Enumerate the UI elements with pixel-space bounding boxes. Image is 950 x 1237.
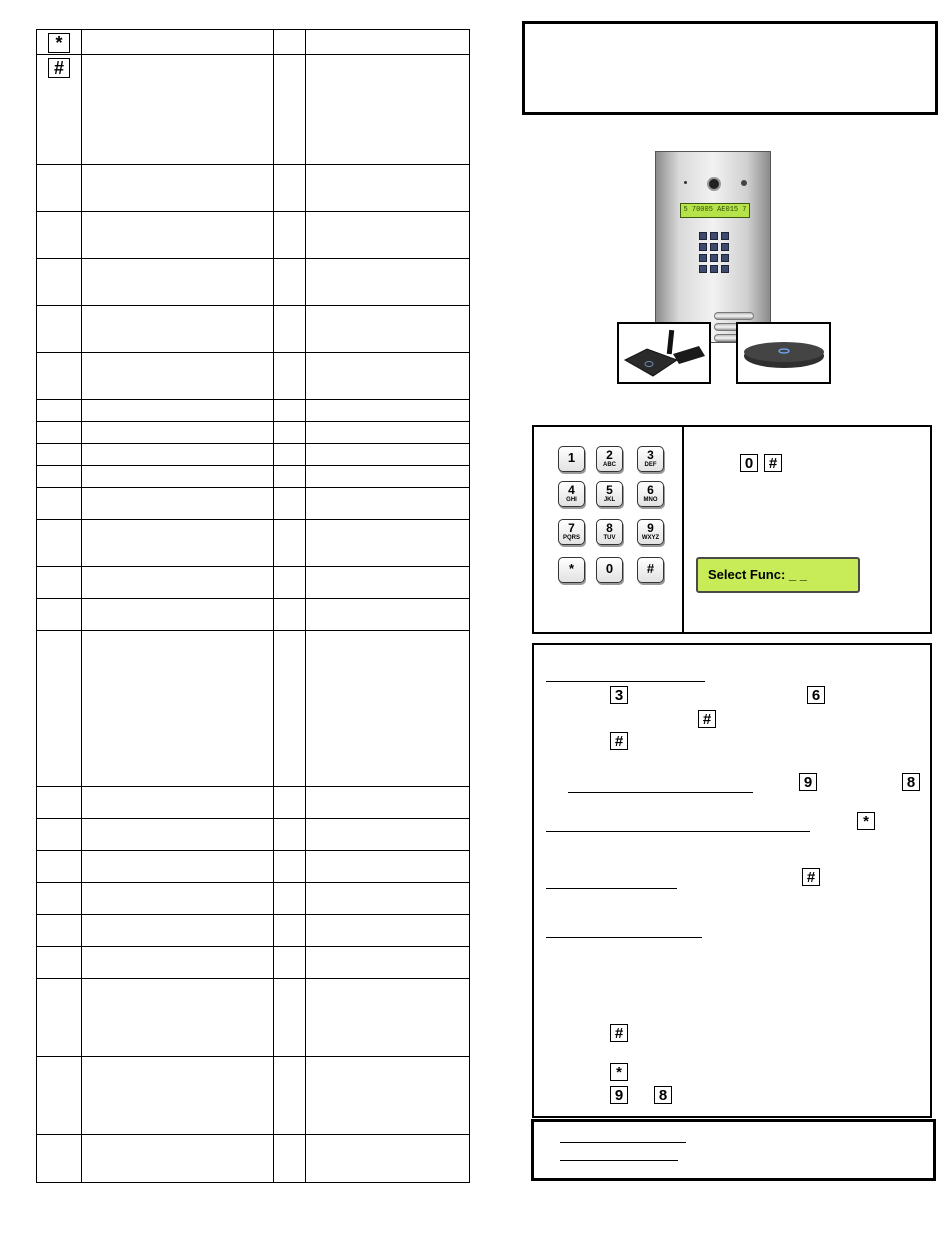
keypad-key — [637, 519, 664, 545]
device-key — [721, 232, 729, 240]
key-8-box: 8 — [654, 1086, 672, 1104]
keypad-key — [596, 481, 623, 507]
keypad-key-number: 4 — [568, 483, 575, 497]
keypad-key-letters: MNO — [643, 497, 658, 503]
keypad-key — [558, 557, 585, 583]
keypad-key-number: 7 — [568, 521, 575, 535]
underline — [546, 888, 677, 889]
footer-box — [531, 1119, 936, 1181]
function-table — [36, 29, 470, 1183]
keypad-key — [596, 519, 623, 545]
row-key-cell — [37, 55, 82, 165]
keypad-key-number: * — [568, 561, 575, 576]
keypad-key — [596, 557, 623, 583]
key-hash-box: # — [610, 1024, 628, 1042]
keypad-key-letters: TUV — [603, 535, 616, 541]
underline — [560, 1160, 678, 1161]
keypad-key-number: 9 — [647, 521, 654, 535]
keypad-key — [558, 446, 585, 472]
keypad-key — [637, 481, 664, 507]
key-hash-box: # — [698, 710, 716, 728]
hash-key-box: # — [48, 58, 70, 78]
device-key — [699, 232, 707, 240]
keypad-key — [596, 446, 623, 472]
underline — [546, 681, 705, 682]
row-key-cell — [37, 30, 82, 55]
prox-reader-image — [617, 322, 711, 384]
keypad-key-letters: JKL — [603, 497, 616, 503]
keypad-key-number: 5 — [606, 483, 613, 497]
lcd-display: Select Func: _ _ — [696, 557, 860, 593]
underline — [560, 1142, 686, 1143]
keypad-key-number: # — [646, 561, 655, 576]
key-hash-box: # — [764, 454, 782, 472]
keypad-key-letters: GHI — [566, 497, 577, 503]
key-star-box: * — [857, 812, 875, 830]
key-3-box: 3 — [610, 686, 628, 704]
key-6-box: 6 — [807, 686, 825, 704]
device-key — [710, 232, 718, 240]
speaker-grille — [714, 312, 754, 320]
keypad-key-number: 1 — [567, 450, 576, 465]
prox-pad-image — [736, 322, 831, 384]
underline — [546, 937, 702, 938]
key-9-box: 9 — [610, 1086, 628, 1104]
instructions-panel — [532, 643, 932, 1118]
keypad-key-letters: WXYZ — [641, 535, 660, 541]
device-key — [699, 243, 707, 251]
keypad-key-number: 6 — [647, 483, 654, 497]
key-hash-box: # — [610, 732, 628, 750]
underline — [568, 792, 753, 793]
keypad-key — [637, 446, 664, 472]
device-key — [721, 254, 729, 262]
keypad-key — [558, 519, 585, 545]
device-key — [710, 254, 718, 262]
key-9-box: 9 — [799, 773, 817, 791]
keypad-key-letters: DEF — [644, 462, 657, 468]
key-8-box: 8 — [902, 773, 920, 791]
keypad-key — [558, 481, 585, 507]
keypad-key-number: 2 — [606, 448, 613, 462]
device-key — [699, 254, 707, 262]
keypad-key-number: 3 — [647, 448, 654, 462]
star-key-box: * — [48, 33, 70, 53]
keypad-panel — [532, 425, 932, 634]
key-star-box: * — [610, 1063, 628, 1081]
key-hash-box: # — [802, 868, 820, 886]
camera-lens — [707, 177, 721, 191]
device-key — [699, 265, 707, 273]
device-key — [710, 243, 718, 251]
keypad-key-number: 8 — [606, 521, 613, 535]
keypad-key-letters: ABC — [603, 462, 616, 468]
device-key — [721, 243, 729, 251]
underline — [546, 831, 810, 832]
device-lcd: 5 70005 AE015 7 — [680, 203, 750, 218]
intercom-device-image — [655, 151, 771, 343]
device-key — [710, 265, 718, 273]
device-key — [721, 265, 729, 273]
title-box — [522, 21, 938, 115]
key-0-box: 0 — [740, 454, 758, 472]
keypad-key — [637, 557, 664, 583]
keypad-key-number: 0 — [605, 561, 614, 576]
keypad-key-letters: PQRS — [562, 535, 580, 541]
